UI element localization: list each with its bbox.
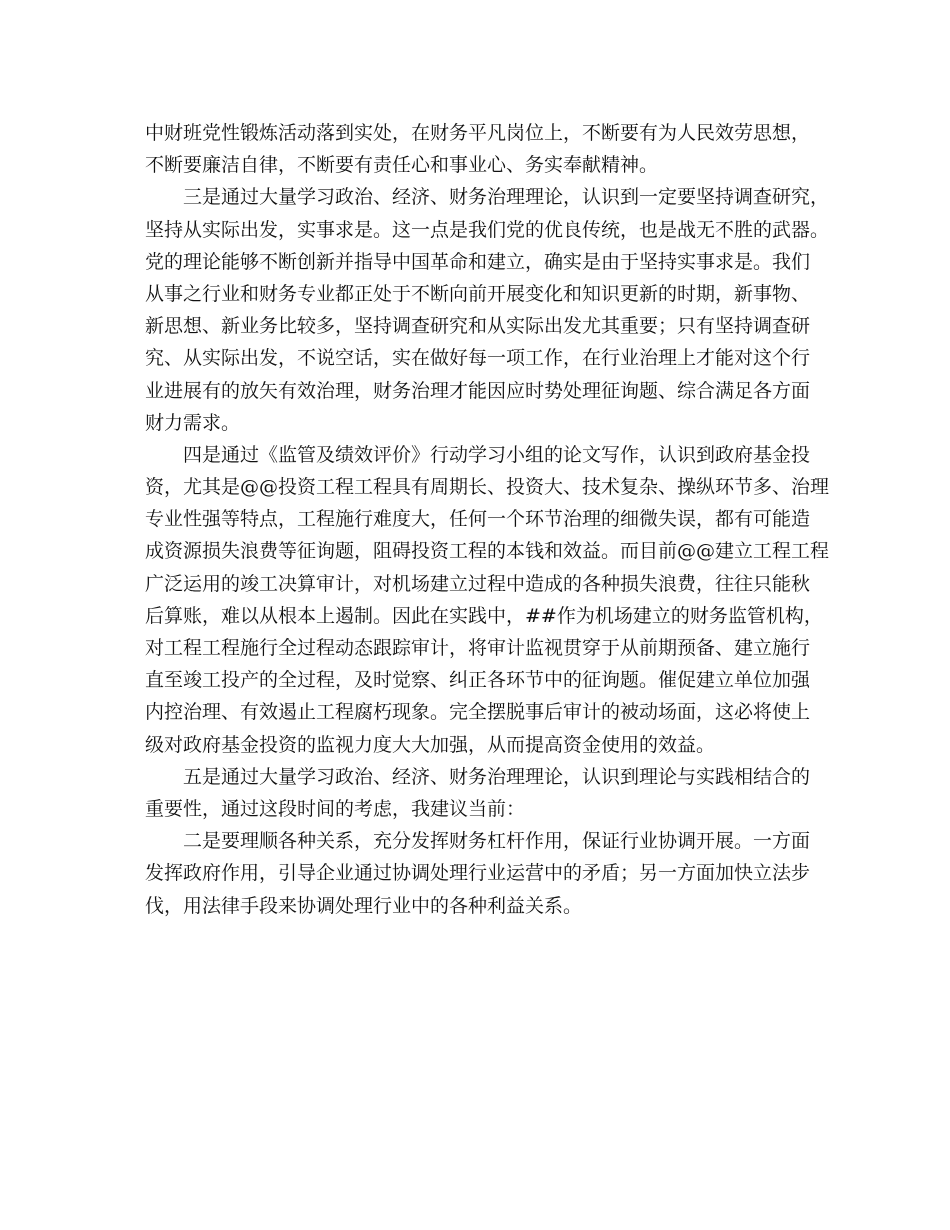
- text-line: 对工程工程施行全过程动态跟踪审计，将审计监视贯穿于从前期预备、建立施行: [145, 637, 811, 659]
- text-line: 重要性，通过这段时间的考虑，我建议当前：: [145, 797, 526, 820]
- text-line: 究、从实际出发，不说空话，实在做好每一项工作，在行业治理上才能对这个行: [145, 347, 811, 370]
- text-line: 内控治理、有效遏止工程腐朽现象。完全摆脱事后审计的被动场面，这必将使上: [145, 701, 811, 724]
- document-body: [145, 117, 830, 922]
- text-line: 从事之行业和财务专业都正处于不断向前开展变化和知识更新的时期，新事物、: [145, 282, 811, 305]
- text-line: 伐，用法律手段来协调处理行业中的各种利益关系。: [145, 894, 583, 917]
- text-line: 党的理论能够不断创新并指导中国革命和建立，确实是由于坚持实事求是。我们: [145, 250, 811, 273]
- text-line: 资，尤其是@@投资工程工程具有周期长、投资大、技术复杂、操纵环节多、治理: [145, 476, 830, 499]
- paragraph-start-line: 四是通过《监管及绩效评价》行动学习小组的论文写作，认识到政府基金投: [183, 443, 811, 466]
- text-line: 级对政府基金投资的监视力度大大加强，从而提高资金使用的效益。: [145, 733, 716, 756]
- text-line: 不断要廉洁自律，不断要有责任心和事业心、务实奉献精神。: [145, 154, 659, 177]
- paragraph-start-line: 三是通过大量学习政治、经济、财务治理理论，认识到一定要坚持调查研究，: [183, 186, 830, 209]
- text-line: 财力需求。: [145, 411, 241, 434]
- paragraph-start-line: 二是要理顺各种关系，充分发挥财务杠杆作用，保证行业协调开展。一方面: [183, 830, 811, 853]
- text-line: 直至竣工投产的全过程，及时觉察、纠正各环节中的征询题。催促建立单位加强: [145, 669, 811, 692]
- text-line: 新思想、新业务比较多，坚持调查研究和从实际出发尤其重要；只有坚持调查研: [145, 315, 811, 338]
- text-line: 专业性强等特点，工程施行难度大，任何一个环节治理的细微失误，都有可能造: [145, 508, 811, 531]
- text-line: 发挥政府作用，引导企业通过协调处理行业运营中的矛盾；另一方面加快立法步: [145, 862, 811, 885]
- text-line: 中财班党性锻炼活动落到实处，在财务平凡岗位上，不断要有为人民效劳思想，: [145, 122, 811, 144]
- text-line: 成资源损失浪费等征询题，阻碍投资工程的本钱和效益。而目前@@建立工程工程: [145, 540, 830, 563]
- text-line: 广泛运用的竣工决算审计，对机场建立过程中造成的各种损失浪费，往往只能秋: [145, 572, 811, 595]
- text-line: 后算账，难以从根本上遏制。因此在实践中，##作为机场建立的财务监管机构，: [145, 604, 823, 627]
- text-line: 坚持从实际出发，实事求是。这一点是我们党的优良传统，也是战无不胜的武器。: [145, 218, 830, 241]
- text-line: 业进展有的放矢有效治理，财务治理才能因应时势处理征询题、综合满足各方面: [145, 379, 811, 402]
- paragraph-start-line: 五是通过大量学习政治、经济、财务治理理论，认识到理论与实践相结合的: [183, 765, 811, 788]
